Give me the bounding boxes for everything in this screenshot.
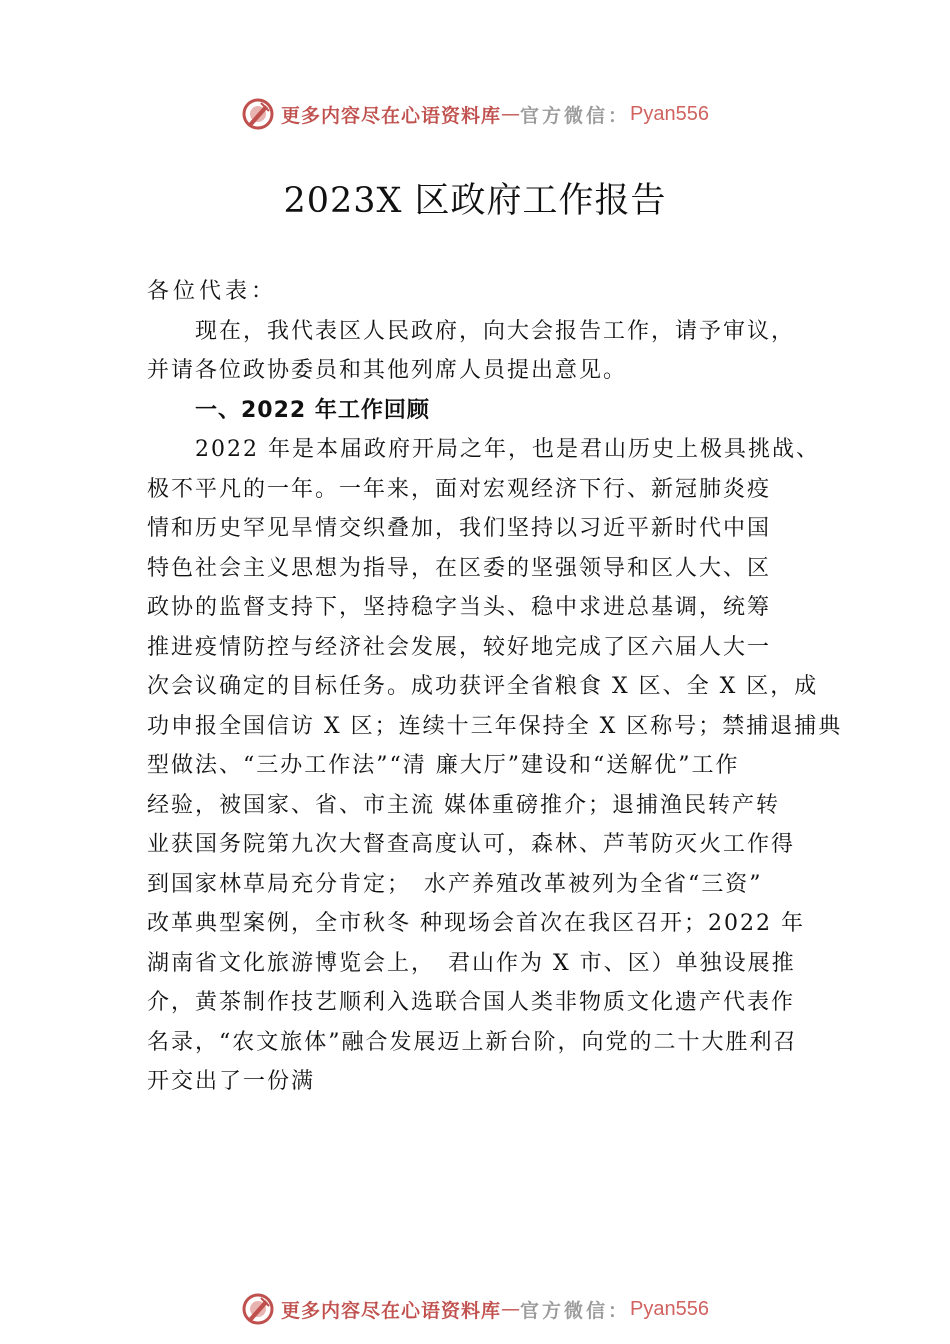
body-line: 改革典型案例，全市秋冬 种现场会首次在我区召开；2022 年 bbox=[147, 911, 805, 936]
intro-line: 并请各位政协委员和其他列席人员提出意见。 bbox=[147, 358, 628, 383]
banner-label: 官方微信： bbox=[520, 1299, 631, 1322]
intro-paragraph bbox=[147, 312, 837, 391]
banner-main-text: 更多内容尽在心语资料库 bbox=[281, 104, 502, 127]
body-line: 政协的监督支持下，坚持稳字当头、稳中求进总基调，统筹 bbox=[147, 595, 772, 620]
body-line: 次会议确定的目标任务。成功获评全省粮食 X 区、全 X 区，成 bbox=[147, 674, 819, 699]
document-body bbox=[147, 272, 843, 1102]
body-line: 极不平凡的一年。一年来，面对宏观经济下行、新冠肺炎疫 bbox=[147, 476, 772, 502]
body-line: 业获国务院第九次大督查高度认可，森林、芦苇防灭火工作得 bbox=[147, 832, 796, 857]
banner-label: 官方微信： bbox=[520, 104, 631, 127]
body-line: 湖南省文化旅游博览会上， 君山作为 X 市、区）单独设展推 bbox=[147, 950, 796, 976]
body-line: 名录，“农文旅体”融合发展迈上新台阶，向党的二十大胜利召 bbox=[147, 1029, 798, 1055]
body-line: 功申报全国信访 X 区；连续十三年保持全 X 区称号；禁捕退捕典 bbox=[147, 713, 843, 739]
section-heading: 一、2022 年工作回顾 bbox=[195, 397, 430, 423]
body-line: 2022 年是本届政府开局之年，也是君山历史上极具挑战、 bbox=[195, 437, 820, 462]
body-line: 特色社会主义思想为指导，在区委的坚强领导和区人大、区 bbox=[147, 555, 772, 581]
body-line: 到国家林草局充分肯定； 水产养殖改革被列为全省“三资” bbox=[147, 871, 763, 897]
banner-account: Pyan556 bbox=[630, 102, 709, 125]
banner-separator: — bbox=[501, 1298, 521, 1320]
banner-main-text: 更多内容尽在心语资料库 bbox=[281, 1299, 502, 1322]
body-line: 型做法、“三办工作法”“清 廉大厅”建设和“送解优”工作 bbox=[147, 753, 740, 778]
greeting: 各位代表： bbox=[147, 279, 278, 304]
banner-separator: — bbox=[501, 103, 521, 125]
document-title: 2023X 区政府工作报告 bbox=[283, 181, 667, 221]
header-banner bbox=[0, 94, 950, 134]
logo-icon bbox=[241, 1292, 275, 1326]
intro-line: 现在，我代表区人民政府，向大会报告工作，请予审议， bbox=[195, 318, 796, 344]
body-line: 介，黄茶制作技艺顺利入选联合国人类非物质文化遗产代表作 bbox=[147, 990, 796, 1015]
body-paragraph bbox=[147, 430, 843, 1102]
body-line: 经验，被国家、省、市主流 媒体重磅推介；退捕渔民转产转 bbox=[147, 792, 780, 818]
body-line: 开交出了一份满 bbox=[147, 1069, 316, 1094]
footer-banner bbox=[0, 1289, 950, 1329]
body-line: 推进疫情防控与经济社会发展，较好地完成了区六届人大一 bbox=[147, 634, 772, 660]
banner-account: Pyan556 bbox=[630, 1297, 709, 1320]
body-line: 情和历史罕见旱情交织叠加，我们坚持以习近平新时代中国 bbox=[147, 516, 772, 541]
logo-icon bbox=[241, 97, 275, 131]
